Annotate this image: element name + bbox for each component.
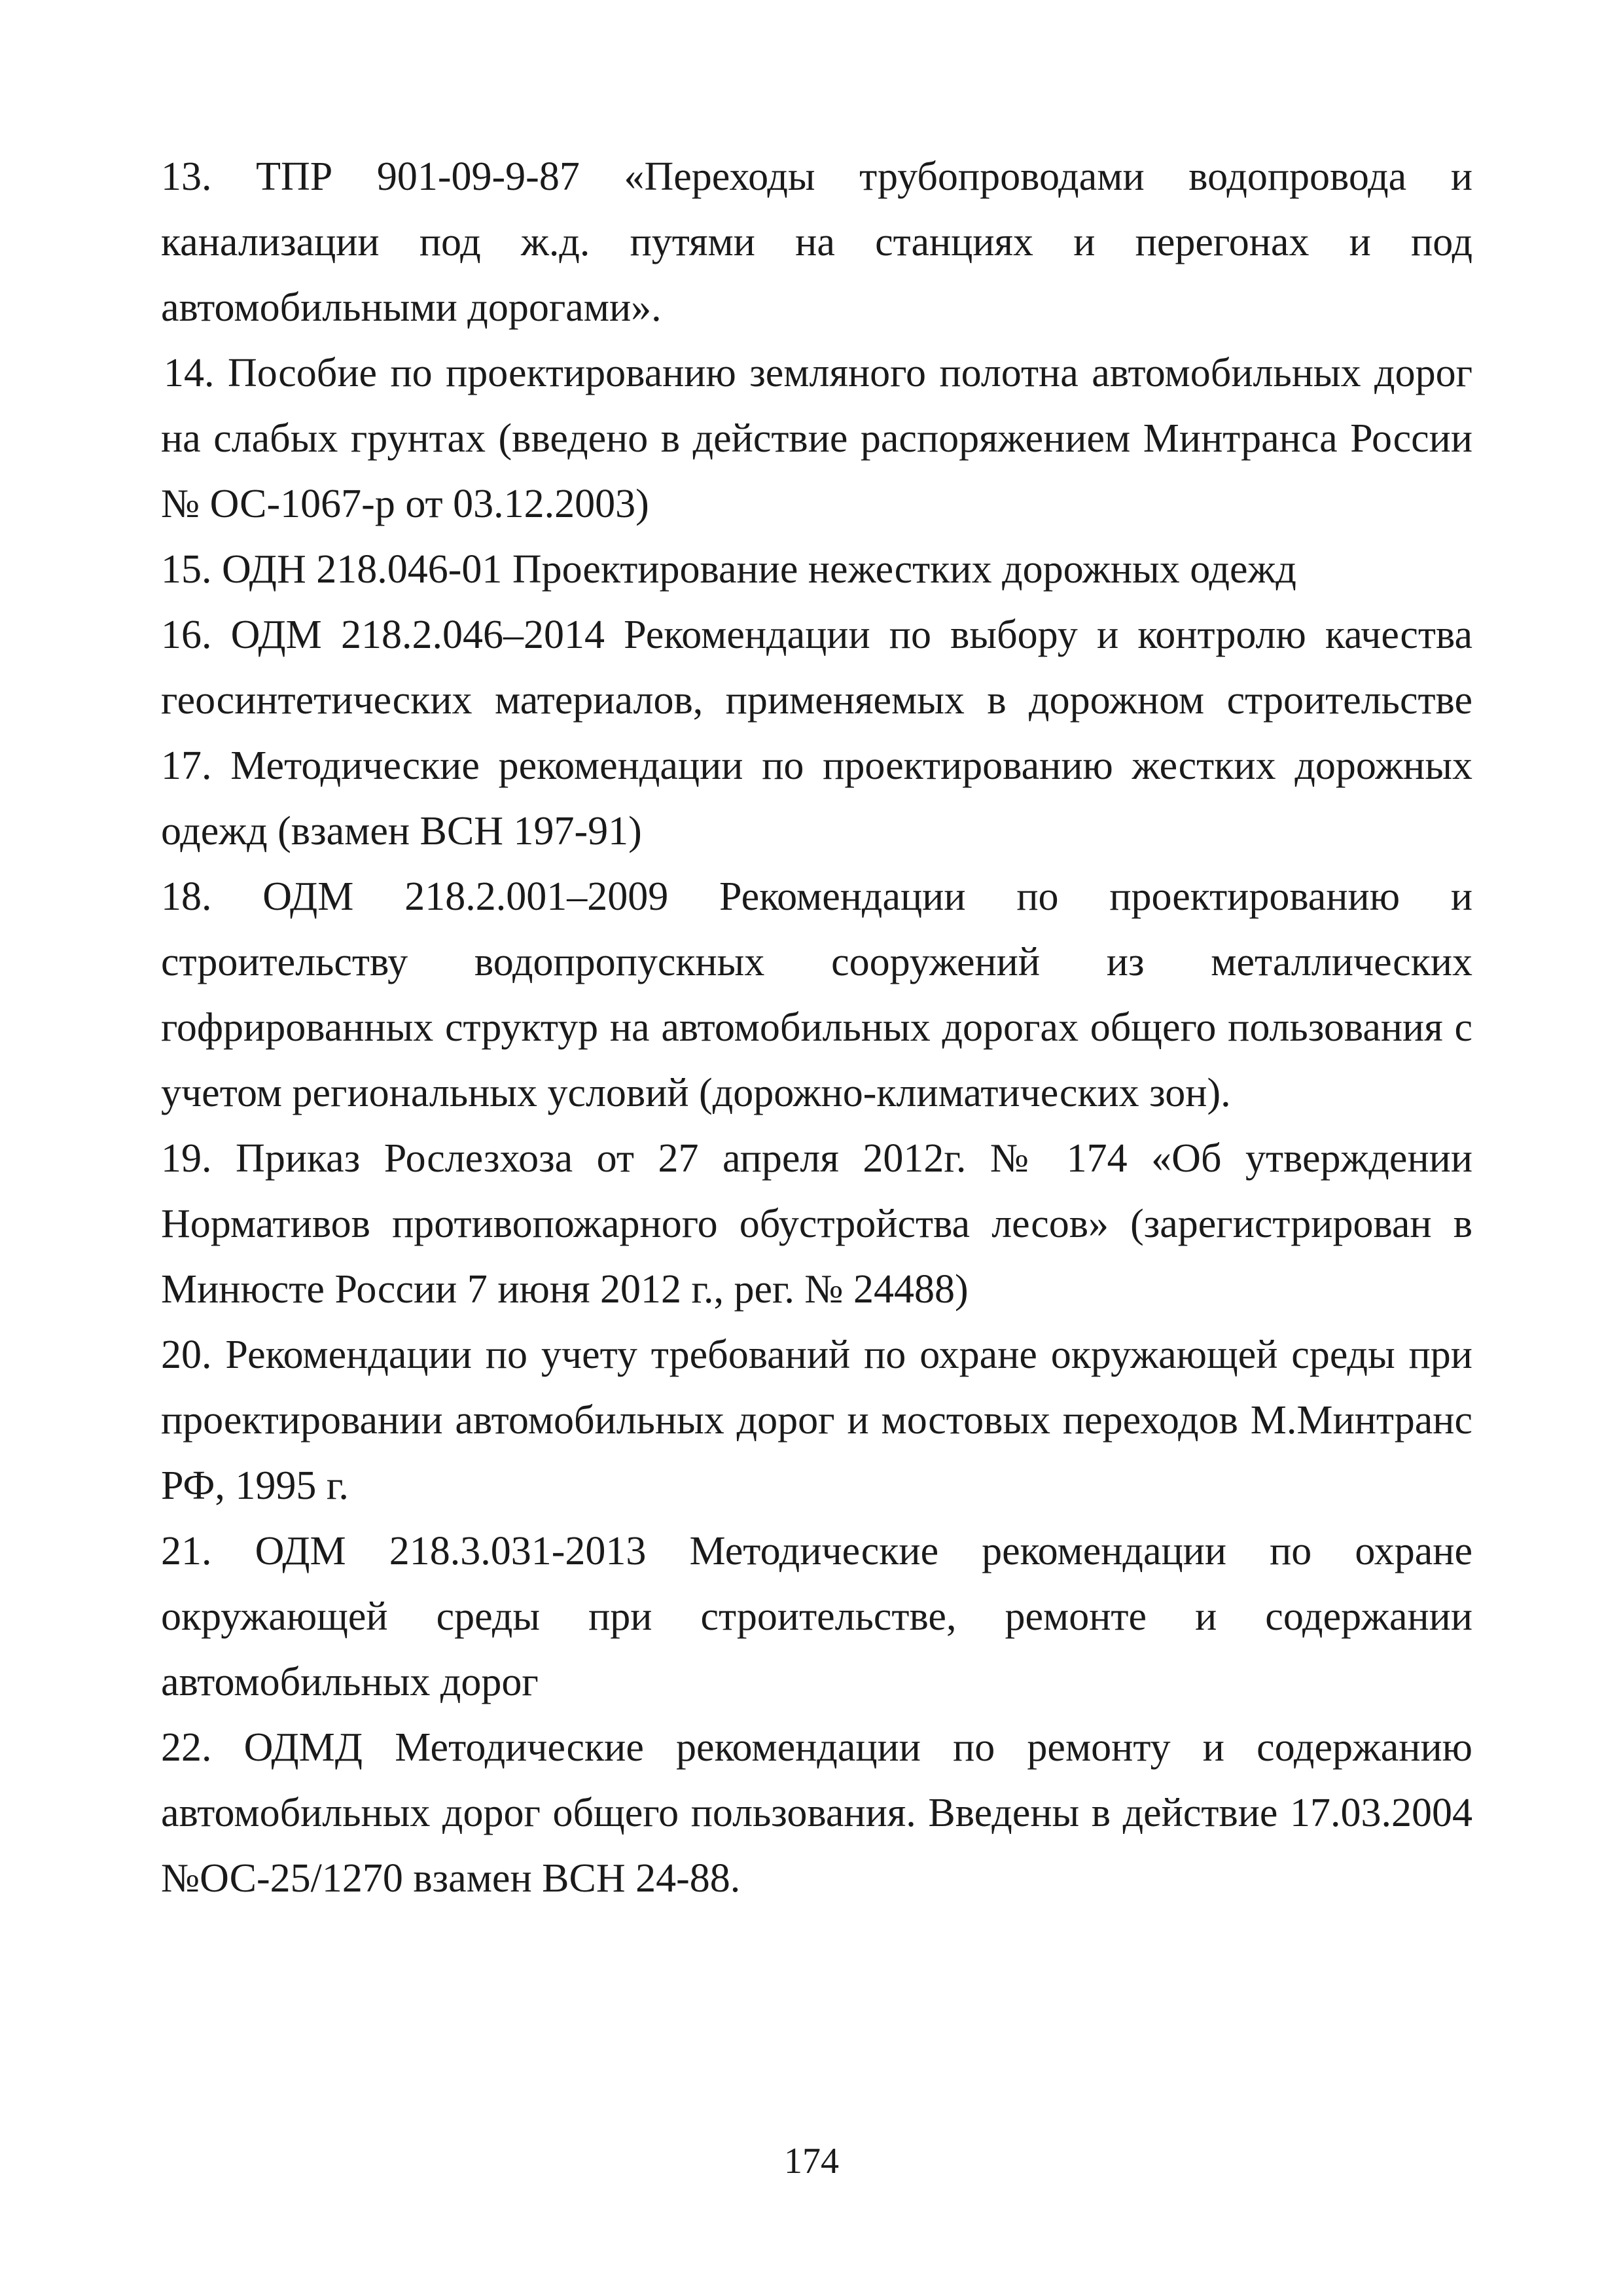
reference-list [161,144,1472,1911]
reference-item-15: 15. ОДН 218.046-01 Проектирование нежестких дорожных одежд [161,547,1296,592]
page-number: 174 [784,2141,839,2181]
reference-item-18: 18. ОДМ 218.2.001–2009 Рекомендации по проектированию и строительству водопропускных сооружений из металлических гофрированных структур на автомобильных дорогах общего пользования с учетом региональных условий (дорожно-климатических зон). [161,874,1472,1115]
reference-item-19: 19. Приказ Рослезхоза от 27 апреля 2012г. № 174 «Об утверждении Нормативов противопожарного обустройства лесов» (зарегистрирован в Минюсте России 7 июня 2012 г., рег. № 24488) [161,1136,1472,1312]
reference-item-22: 22. ОДМД Методические рекомендации по ремонту и содержанию автомобильных дорог общего пользования. Введены в действие 17.03.2004 №ОС-25/1270 взамен ВСН 24-88. [161,1725,1472,1901]
reference-item-17: 17. Методические рекомендации по проектированию жестких дорожных одежд (взамен ВСН 197-91) [161,744,1472,853]
reference-item-21: 21. ОДМ 218.3.031-2013 Методические рекомендации по охране окружающей среды при строительстве, ремонте и содержании автомобильных дорог [161,1529,1472,1704]
reference-item-13: 13. ТПР 901-09-9-87 «Переходы трубопроводами водопровода и канализации под ж.д. путями на станциях и перегонах и под автомобильными дорогами». [161,154,1472,330]
reference-item-14: 14. Пособие по проектированию земляного полотна автомобильных дорог на слабых грунтах (введено в действие распоряжением Минтранса России № ОС-1067-р от 03.12.2003) [161,351,1472,526]
reference-item-16: 16. ОДМ 218.2.046–2014 Рекомендации по выбору и контролю качества геосинтетических материалов, применяемых в дорожном строительстве [161,613,1472,723]
reference-item-20: 20. Рекомендации по учету требований по охране окружающей среды при проектировании автомобильных дорог и мостовых переходов М.Минтранс РФ, 1995 г. [161,1333,1472,1508]
